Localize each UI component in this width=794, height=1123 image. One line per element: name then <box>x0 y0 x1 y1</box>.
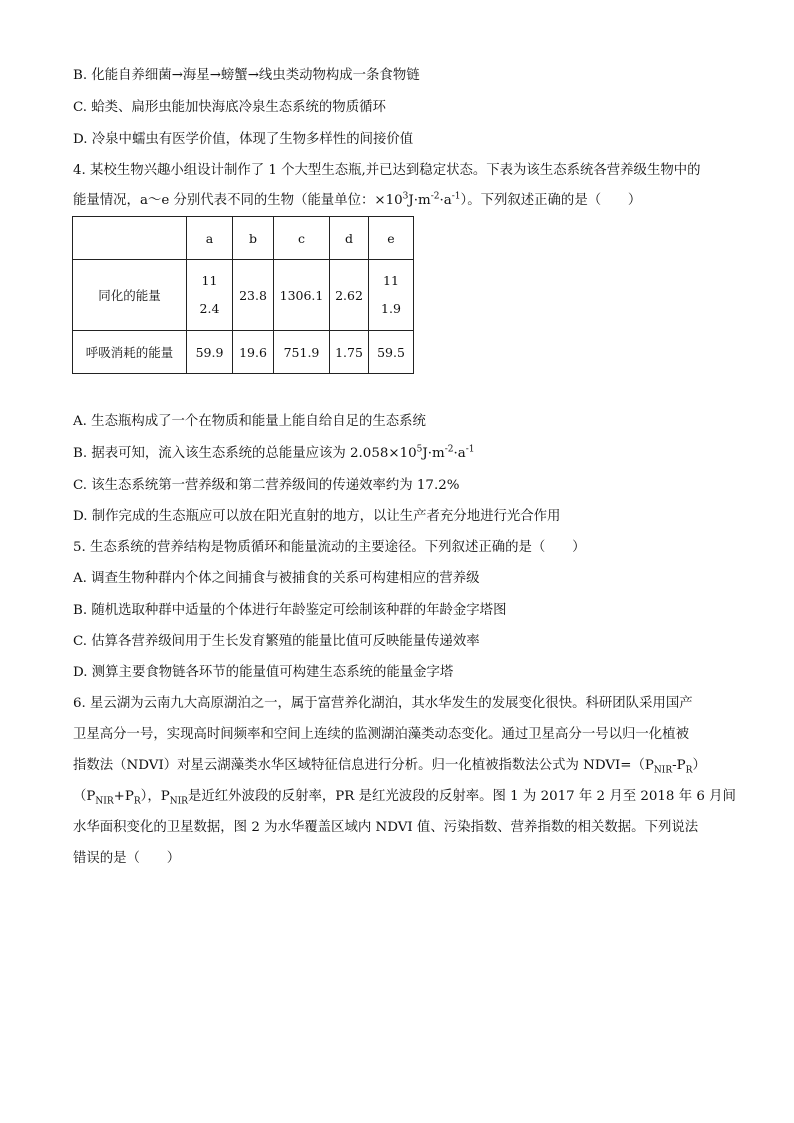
q6-l4-text-c: ），P <box>140 789 170 804</box>
q4-stem2-text-b: J·m <box>408 193 431 208</box>
q4-optb-text-c: ·a <box>453 446 466 461</box>
q6-l4-sub1: NIR <box>95 796 114 807</box>
q6-line3 <box>73 756 706 776</box>
table-cell: 59.5 <box>369 331 414 374</box>
q6-line5: 水华面积变化的卫星数据，图 2 为水华覆盖区域内 NDVI 值、污染指数、营养指数的相关数据。下列说法 <box>73 820 699 835</box>
table-header-cell: d <box>330 217 369 260</box>
q4-optb-text-b: J·m <box>422 446 445 461</box>
q5-option-c: C. 估算各营养级间用于生长发育繁殖的能量比值可反映能量传递效率 <box>73 634 480 649</box>
q3-option-b: B. 化能自养细菌→海星→螃蟹→线虫类动物构成一条食物链 <box>73 68 420 83</box>
q4-stem2-sup3: -1 <box>451 191 461 202</box>
q5-option-a: A. 调查生物种群内个体之间捕食与被捕食的关系可构建相应的营养级 <box>73 571 480 586</box>
q6-l4-sub2: R <box>133 796 141 807</box>
table-cell-value: 112.4 <box>199 273 220 316</box>
q4-stem-line1: 4. 某校生物兴趣小组设计制作了 1 个大型生态瓶,并已达到稳定状态。下表为该生态系统各营养级生物中的 <box>73 163 701 178</box>
q6-l4-text-b: +P <box>113 789 134 804</box>
q6-l3-text-b: -P <box>672 758 686 773</box>
table-cell: 2.62 <box>330 260 369 331</box>
q4-stem-line2 <box>73 191 641 211</box>
table-cell: 751.9 <box>274 331 330 374</box>
q6-l3-text-c: ） <box>692 758 706 773</box>
table-cell <box>369 260 414 331</box>
table-cell: 59.9 <box>187 331 233 374</box>
table-cell: 19.6 <box>233 331 274 374</box>
table-row-label: 呼吸消耗的能量 <box>73 331 187 374</box>
q6-l3-sub2: R <box>685 765 693 776</box>
q4-optb-sup2: -2 <box>444 444 454 455</box>
q5-option-d: D. 测算主要食物链各环节的能量值可构建生态系统的能量金字塔 <box>73 665 454 680</box>
table-header-cell <box>73 217 187 260</box>
q4-stem2-text-c: ·a <box>439 193 452 208</box>
q6-line1: 6. 星云湖为云南九大高原湖泊之一，属于富营养化湖泊，其水华发生的发展变化很快。科研团队采用国产 <box>73 696 693 711</box>
q6-line6: 错误的是（ ） <box>73 851 181 866</box>
q3-option-c: C. 蛤类、扁形虫能加快海底冷泉生态系统的物质循环 <box>73 100 386 115</box>
q5-option-b: B. 随机选取种群中适量的个体进行年龄鉴定可绘制该种群的年龄金字塔图 <box>73 603 507 618</box>
q4-optb-text-a: B. 据表可知，流入该生态系统的总能量应该为 2.058×10 <box>73 446 417 461</box>
q6-line4 <box>73 787 736 807</box>
q6-line2: 卫星高分一号，实现高时间频率和空间上连续的监测湖泊藻类动态变化。通过卫星高分一号以归一化植被 <box>73 727 689 742</box>
q4-optb-sup3: -1 <box>465 444 475 455</box>
table-header-cell: e <box>369 217 414 260</box>
q6-l4-text-d: 是近红外波段的反射率，PR 是红光波段的反射率。图 1 为 2017 年 2 月至 2018 年 6 月间 <box>187 789 736 804</box>
table-cell: 23.8 <box>233 260 274 331</box>
q4-optb-sup1: 5 <box>416 444 423 455</box>
table-cell: 1306.1 <box>274 260 330 331</box>
table-header-cell: b <box>233 217 274 260</box>
table-cell: 1.75 <box>330 331 369 374</box>
table-header-cell: a <box>187 217 233 260</box>
table-header-row <box>73 217 414 260</box>
q4-option-b <box>73 444 475 464</box>
q4-stem2-sup1: 3 <box>402 191 409 202</box>
q5-stem: 5. 生态系统的营养结构是物质循环和能量流动的主要途径。下列叙述正确的是（ ） <box>73 540 586 555</box>
table-cell-value: 111.9 <box>381 273 401 316</box>
table-row <box>73 331 414 374</box>
q4-stem2-sup2: -2 <box>430 191 440 202</box>
table-row-label: 同化的能量 <box>73 260 187 331</box>
q4-option-c: C. 该生态系统第一营养级和第二营养级间的传递效率约为 17.2% <box>73 478 460 493</box>
q6-l4-sub3: NIR <box>169 796 188 807</box>
q6-l4-text-a: （P <box>73 789 96 804</box>
table-cell <box>187 260 233 331</box>
q4-stem2-text-d: ）。下列叙述正确的是（ ） <box>460 193 642 208</box>
q6-l3-text-a: 指数法（NDVI）对星云湖藻类水华区域特征信息进行分析。归一化植被指数法公式为 NDVI=（P <box>73 758 654 773</box>
table-header-cell: c <box>274 217 330 260</box>
energy-table <box>72 216 414 374</box>
q4-option-d: D. 制作完成的生态瓶应可以放在阳光直射的地方，以让生产者充分地进行光合作用 <box>73 509 561 524</box>
q4-stem2-text-a: 能量情况，a～e 分别代表不同的生物（能量单位：×10 <box>73 193 403 208</box>
q4-option-a: A. 生态瓶构成了一个在物质和能量上能自给自足的生态系统 <box>73 414 426 429</box>
table-row <box>73 260 414 331</box>
q6-l3-sub1: NIR <box>653 765 673 776</box>
q3-option-d: D. 冷泉中蠕虫有医学价值，体现了生物多样性的间接价值 <box>73 132 414 147</box>
